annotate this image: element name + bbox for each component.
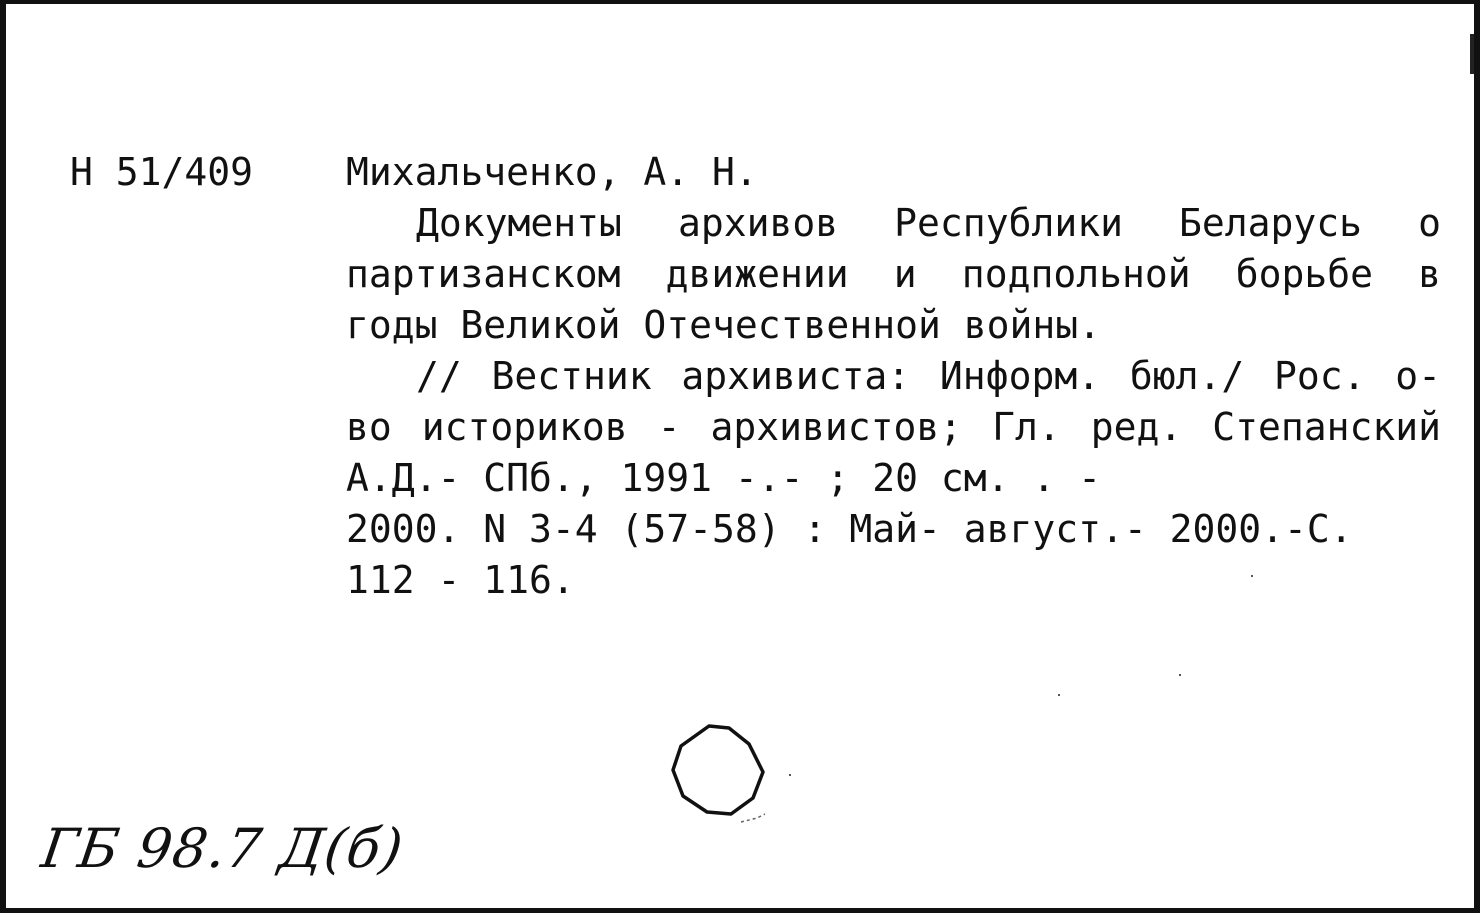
pages-line: 112 - 116. bbox=[346, 558, 575, 602]
speck bbox=[1251, 575, 1253, 577]
punch-hole-circle-icon bbox=[661, 714, 781, 834]
source-paragraph: // Вестник архивиста: Информ. бюл./ Рос. о-во историков - архивистов; Гл. ред. Степанский А.Д.- СПб., 1991 -.- ; 20 см. . - bbox=[346, 354, 1441, 500]
author-heading: Михальченко, А. Н. bbox=[346, 150, 758, 194]
title-paragraph: Документы архивов Республики Беларусь о партизанском движении и подпольной борьбе в годы Великой Отечественной войны. bbox=[346, 201, 1441, 347]
speck bbox=[1179, 674, 1181, 676]
bibliographic-entry bbox=[346, 198, 1441, 606]
handwritten-classification: ГБ 98.7 Д(б) bbox=[37, 817, 408, 880]
shelf-mark: Н 51/409 bbox=[70, 150, 254, 194]
speck bbox=[1058, 694, 1060, 696]
card-edge-mark bbox=[1470, 34, 1474, 74]
issue-line: 2000. N 3-4 (57-58) : Май- август.- 2000.-С. bbox=[346, 507, 1353, 551]
speck bbox=[789, 774, 791, 776]
